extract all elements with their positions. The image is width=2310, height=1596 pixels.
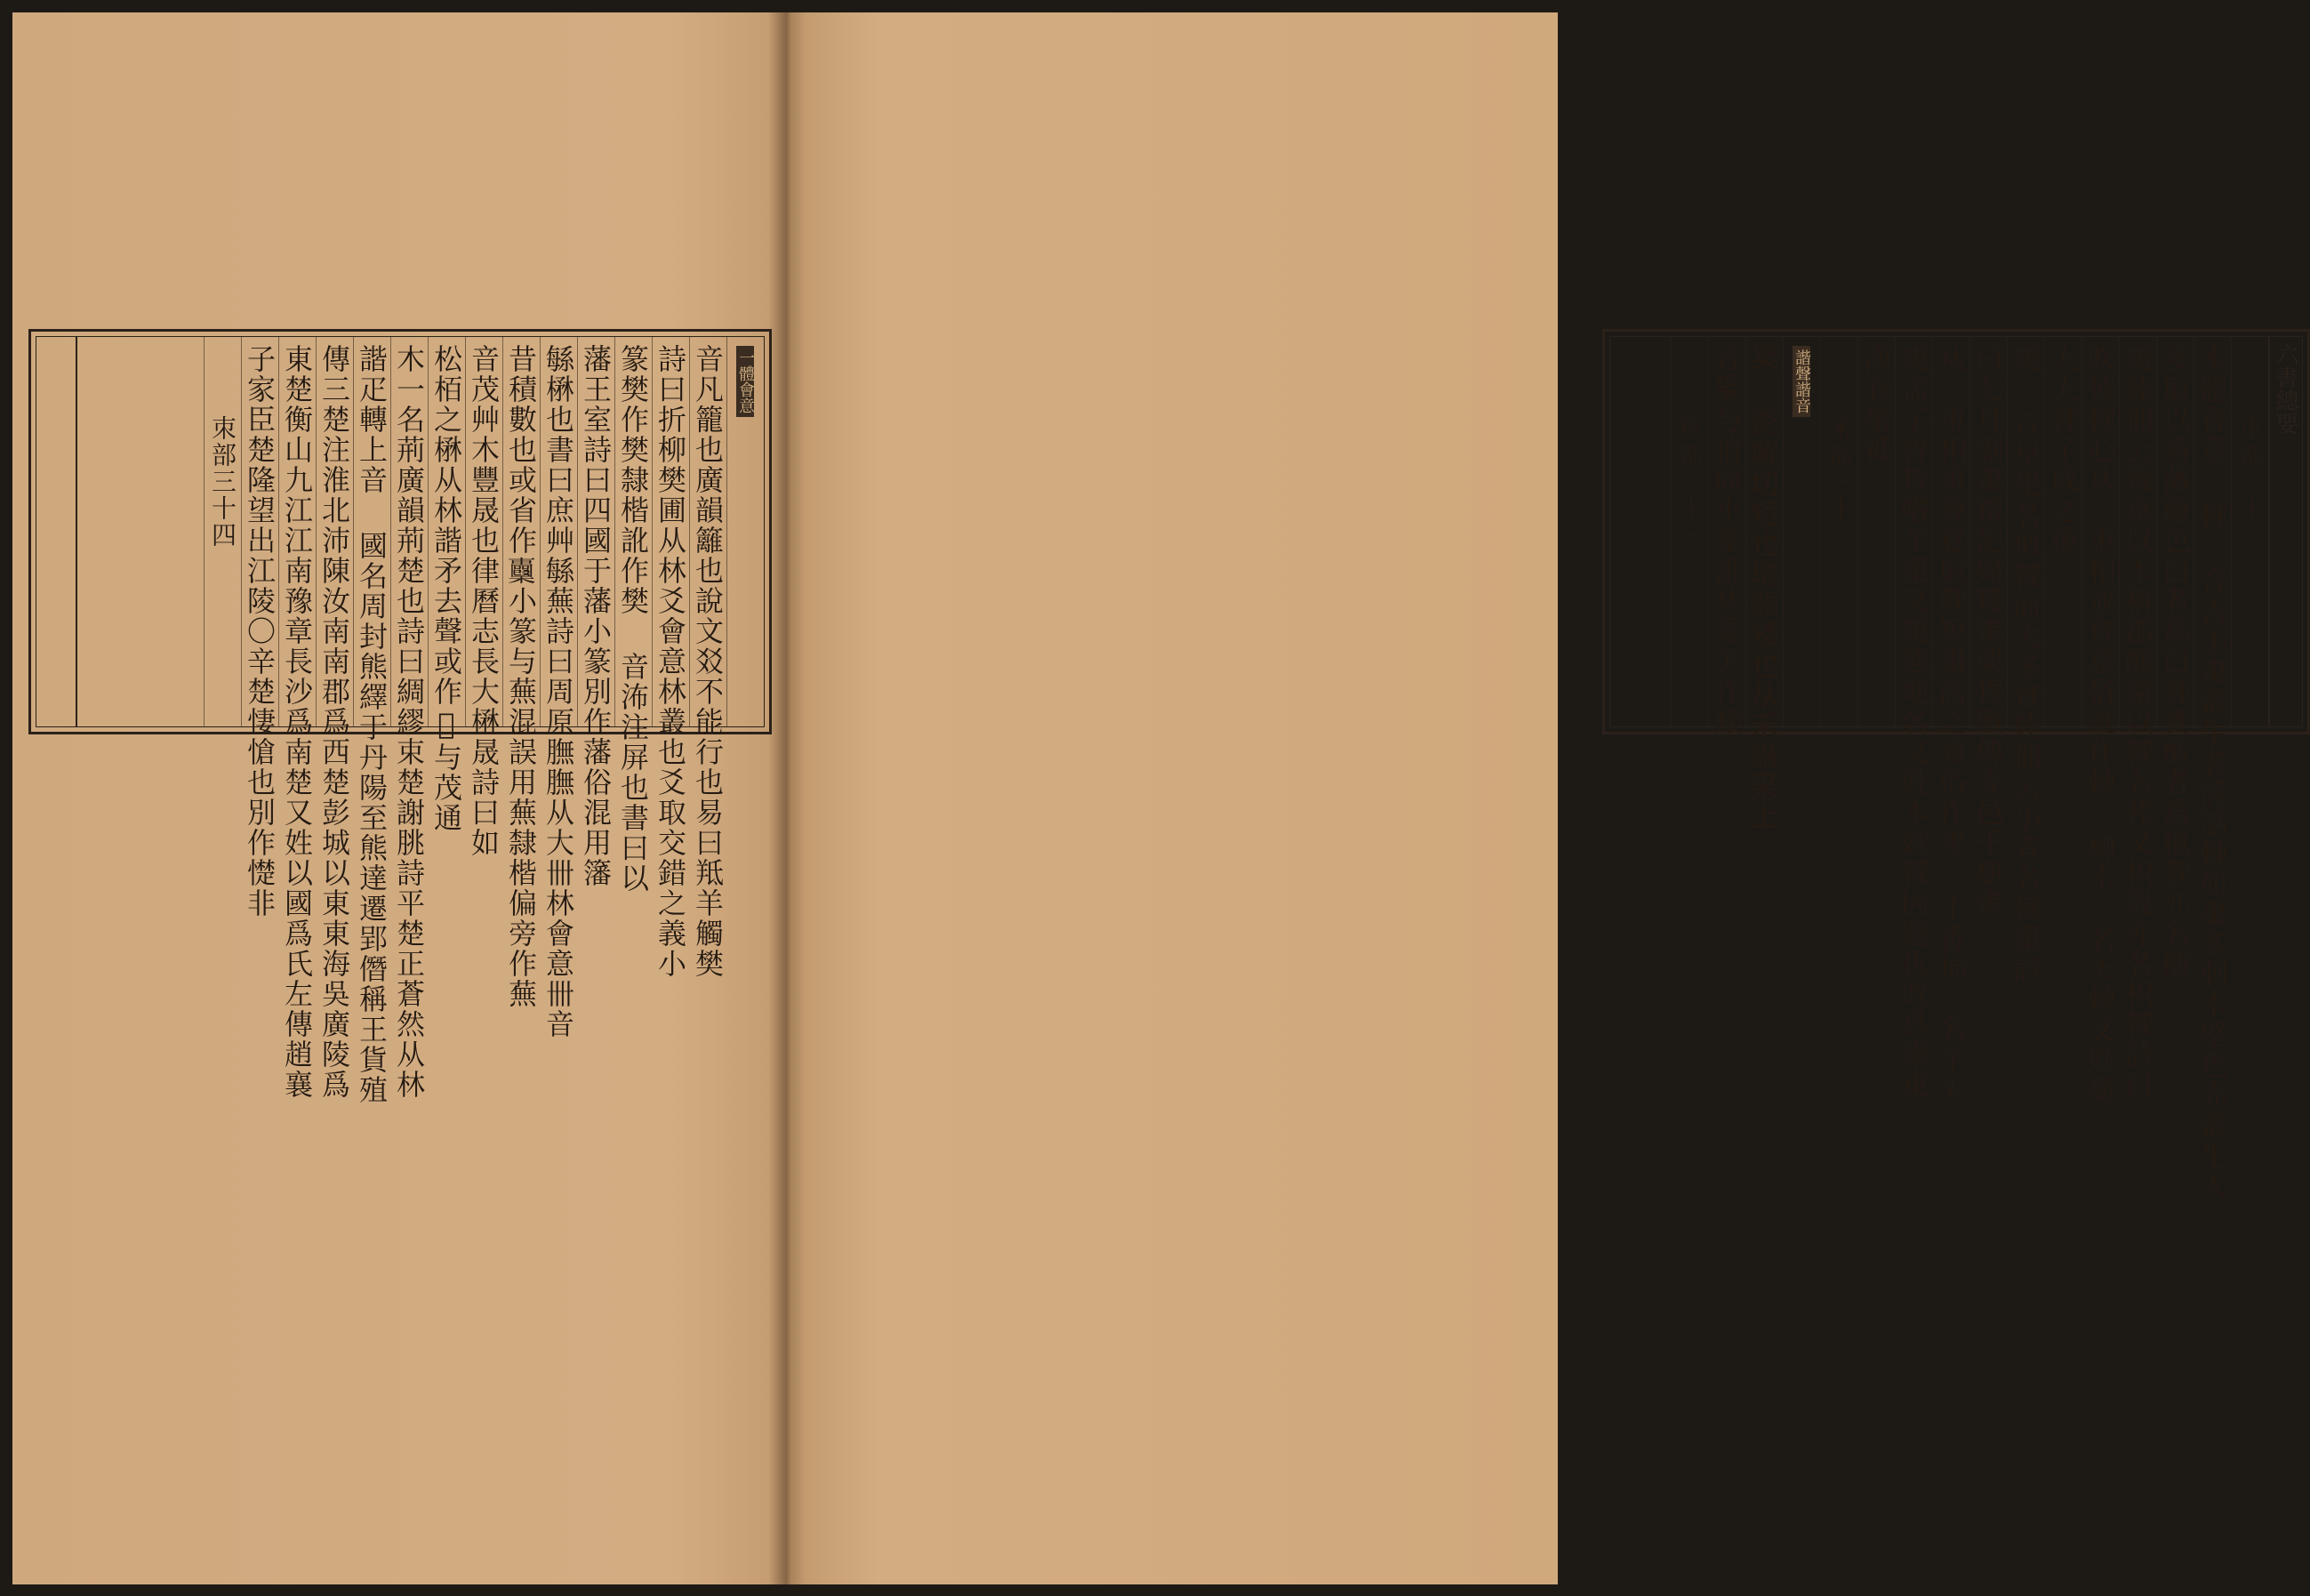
text-column: 篆樊作樊隸楷訛作樊 音㳍注屏也書曰以 [614, 337, 652, 726]
seal-stamp-column: 一體會意 [726, 337, 764, 726]
text-column: 从二朿相重會意取棘短棗高之義俗作枣 丁香柿一名羊矢 [1932, 337, 1969, 726]
text-column: 緐楙也書曰庶艸緐蕪詩曰周原膴膴从大卌林會意卌音 [540, 337, 577, 726]
section-label: 禾部三十二 [1820, 337, 1857, 726]
text-column: 漢有棗祗 [1857, 337, 1895, 726]
left-page [12, 12, 786, 1584]
seal-stamp-column: 諧聲諧音 [1783, 337, 1820, 726]
text-column: 音凡籠也廣韻籬也說文㸚不能行也易曰羝羊觸樊 [689, 337, 726, 726]
right-page [786, 12, 2298, 1584]
left-text-columns [36, 337, 764, 1105]
text-column: 傳三楚注淮北沛陳汝南南郡爲西楚彭城以東東海吳廣陵爲 [316, 337, 353, 726]
text-column: 曰七月剝棗禮記婦贄棗栗貨殖傳安邑千樹棗 [1969, 337, 2007, 726]
text-column: 大夫棘子成之後 [2044, 337, 2081, 726]
text-column: 音茂艸木豐晟也律曆志長大楙晟詩曰如 [465, 337, 502, 726]
text-column: 多取以爲藩籬色白者爲白棘實酸者爲樲棘亦名酸 [2156, 337, 2194, 726]
text-column: 東楚衡山九江江南豫章長沙爲南楚又姓以國爲氏左傳趙襄 [278, 337, 316, 726]
text-column: 詩曰折柳樊圃从林爻會意林叢也爻取交錯之義小 [652, 337, 689, 726]
text-column: 𥝩 影解切短也增韻矮也从禾諧𥝩上 [1745, 337, 1783, 726]
text-column: 音𥝩与佁同小篆訛从委矢作矮 [1708, 337, 1745, 726]
section-label: 朿部三十四 [204, 337, 241, 726]
open-book [12, 12, 2298, 1584]
text-column: 棗孟子曾皙嗜羊棗又棗強地名又姓本姓棘因避仇改爲棗東 [1895, 337, 1932, 726]
text-column: 吹彼棘心从二朿相並會意俗訛作棘 柳木一名天棘又姓衛 [2081, 337, 2119, 726]
text-column: 子家臣楚隆望出江陵〇辛楚悽愴也別作憷非 [241, 337, 278, 726]
text-column: 木一名荊廣韻荊楚也詩曰綢繆束楚謝朓詩平楚正蒼然从林 [390, 337, 428, 726]
text-column: 棗陸佃云豫章以木稱郡酸棗以棘名邦又枳殼亦名枳棘詩曰 [2119, 337, 2156, 726]
right-text-columns [1610, 337, 2268, 1201]
text-column: 諧疋轉上音 國名周封熊繹于丹陽至熊達遷郢僭稱王貨殖 [353, 337, 390, 726]
text-column: 松栢之楙从林諧矛去聲或作𣞤与茂通 [428, 337, 465, 726]
text-column: 本體會意 棘 音吉小棗叢生者詩話棘如棗多刺木堅色赤叢生人 [2194, 337, 2231, 726]
right-text-frame [1602, 329, 2310, 1201]
section-label: 朿部三十一 [2231, 337, 2268, 726]
book-gutter [768, 12, 806, 1584]
text-column: 藩王室詩曰四國于藩小篆別作藩俗混用籓 [577, 337, 614, 726]
left-text-frame [28, 329, 772, 1105]
text-column: 棗 音早果名似棘而大多實陸佃云小者名棘棗詩 [2007, 337, 2044, 726]
section-label: 林部三十三 [1671, 337, 1708, 726]
right-margin-title: 六書總要 [2268, 337, 2302, 726]
text-column: 昔積數也或省作𣡦小篆与蕪混誤用蕪隸楷偏旁作蕪 [502, 337, 540, 726]
